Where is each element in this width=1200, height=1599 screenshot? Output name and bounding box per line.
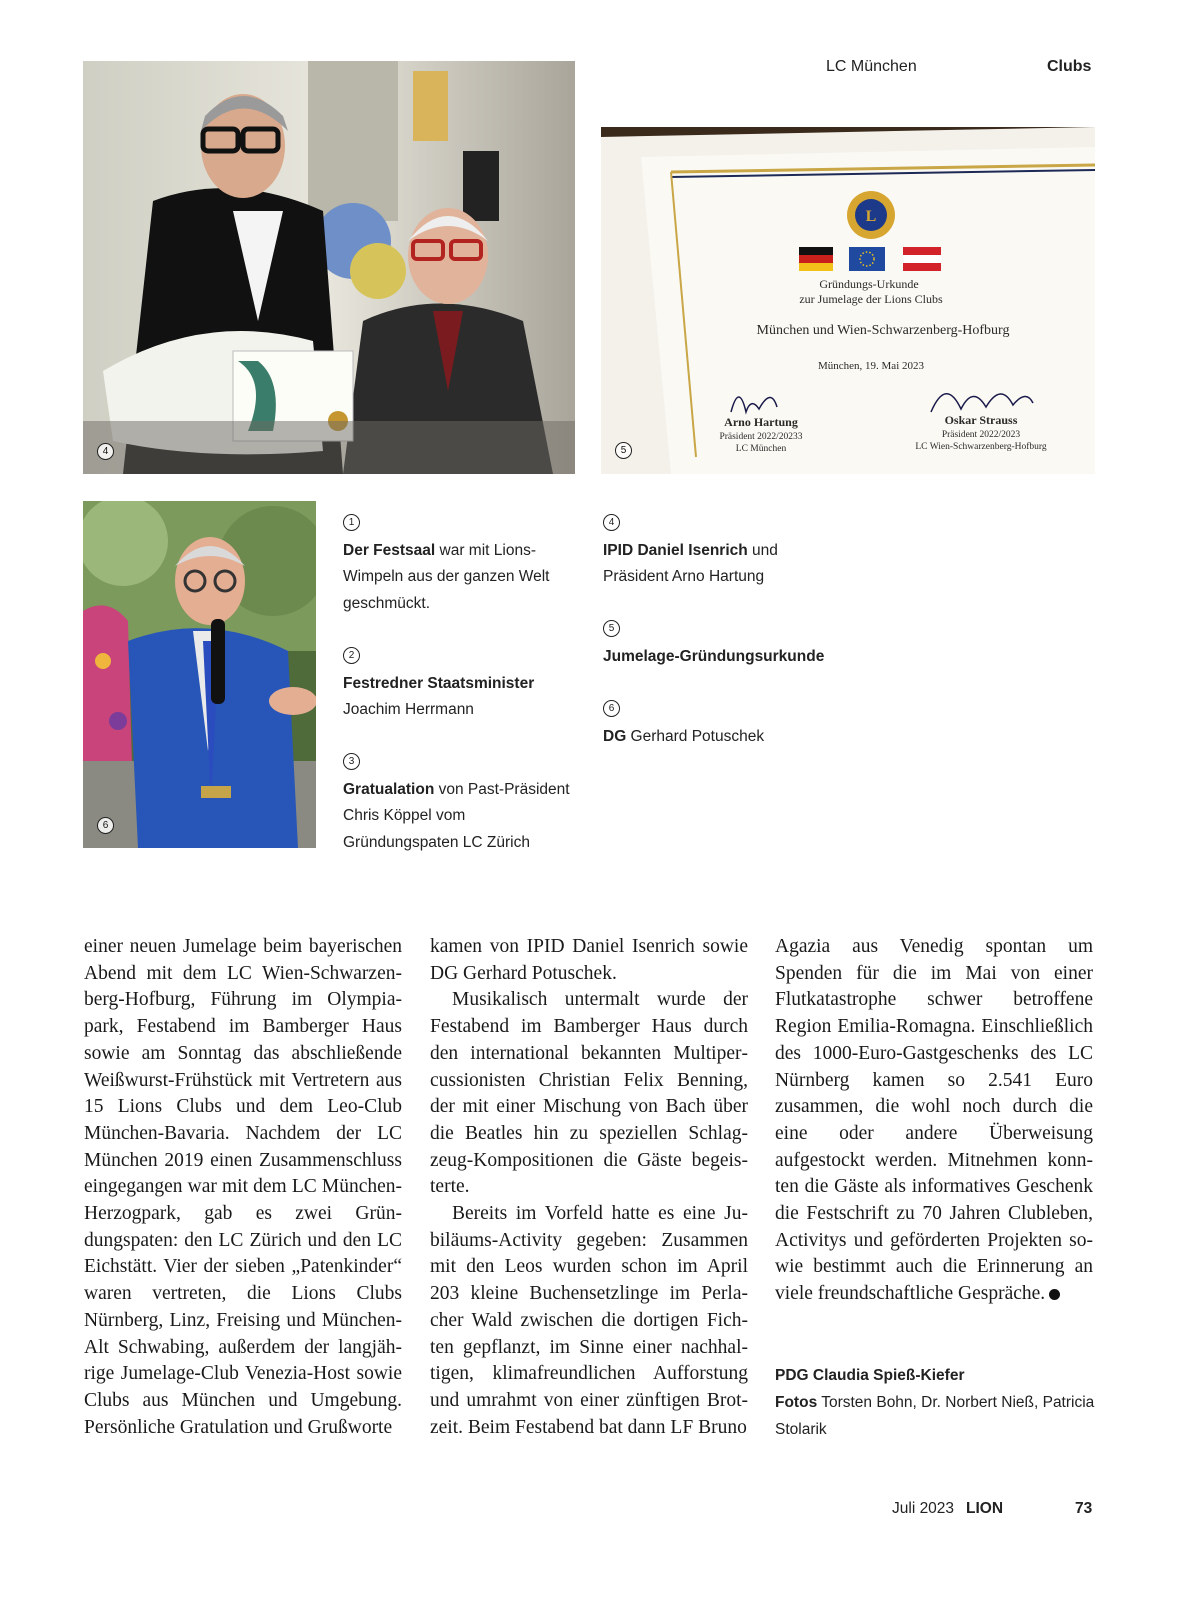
caption-6 (603, 697, 903, 750)
footer-magazine: LION (966, 1500, 1004, 1517)
photo-4-image (83, 61, 575, 474)
body-column-3 (775, 934, 1093, 1308)
caption-1-bold: Der Festsaal (343, 541, 436, 559)
caption-2-bold: Festredner Staatsminister (343, 674, 535, 692)
cert-sig-left-club: LC München (735, 444, 787, 454)
caption-5-number: 5 (603, 620, 620, 637)
caption-3 (343, 750, 583, 856)
caption-5 (603, 617, 903, 670)
caption-3-bold: Gratualation (343, 780, 435, 798)
photo-credits-label: Fotos (775, 1394, 818, 1411)
svg-text:L: L (865, 208, 877, 225)
page-number: 73 (1075, 1500, 1093, 1517)
footer-issue: Juli 2023 (892, 1500, 955, 1517)
photo-credits (775, 1389, 1105, 1443)
photo-6-image (83, 501, 316, 848)
photo-5-image (601, 127, 1095, 474)
author-name: PDG Claudia Spieß-Kiefer (775, 1367, 965, 1384)
body-column-2 (430, 934, 748, 1441)
caption-1-text: war mit Lions-Wimpeln aus der ganzen Welt geschmückt. (343, 541, 550, 612)
cert-sig-right-role: Präsident 2022/2023 (941, 430, 1021, 440)
body-col2-paragraph-3: Bereits im Vorfeld hatte es eine Jubiläums-Activity gegeben: Zusammen mit den Leos wurden schon im April 203 kleine Buchensetzlinge im Perlacher Wald zwischen die dortigen Fichten gepflanzt, im Sinne einer nachhaltigen, klimafreundlichen Aufforstung und umrahmt von einer zünftigen Brotzeit. Beim Festabend bat dann LF Bruno (430, 1203, 748, 1438)
cert-sig-right-name: Oskar Strauss (944, 413, 1018, 427)
caption-4-bold: IPID Daniel Isenrich (603, 541, 748, 559)
cert-sig-left-name: Arno Hartung (724, 415, 798, 429)
cert-sig-left-role: Präsident 2022/20233 (719, 432, 803, 442)
cert-date: München, 19. Mai 2023 (817, 360, 925, 372)
caption-1-number: 1 (343, 514, 360, 531)
caption-5-bold: Jumelage-Gründungsurkunde (603, 647, 825, 665)
cert-clubs: München und Wien-Schwarzenberg-Hofburg (756, 323, 1010, 338)
header-section: LC München (826, 58, 917, 75)
photo-5 (601, 127, 1095, 474)
caption-4-number: 4 (603, 514, 620, 531)
header-category: Clubs (1047, 58, 1092, 75)
article-end-icon (1049, 1289, 1060, 1300)
body-col3-text: Agazia aus Venedig spontan um Spenden für die im Mai von einer Flutkatastrophe schwer betroffene Region Emilia-Romagna. Einschließlich des 1000-Euro-Gastgeschenks des LC Nürnberg kamen so 2.541 Euro zusammen, die wohl noch durch die eine oder andere Überweisung aufgestockt werden. Mitnehmen konnten die Gäste als informatives Geschenk die Festschrift zu 70 Jahren Clubleben, Activitys und geförderten Projekten sowie bestimmt auch die Erinnerung an viele freundschaftliche Gespräche. (775, 936, 1093, 1305)
caption-6-number: 6 (603, 700, 620, 717)
photo-6-badge: 6 (97, 817, 114, 834)
body-col2-paragraph-1: kamen von IPID Daniel Isenrich sowie DG Gerhard Potuschek. (430, 936, 748, 984)
photo-4 (83, 61, 575, 474)
caption-2 (343, 644, 583, 724)
caption-4 (603, 511, 813, 591)
photo-6 (83, 501, 316, 848)
cert-sig-right-club: LC Wien-Schwarzenberg-Hofburg (915, 442, 1047, 452)
caption-3-number: 3 (343, 753, 360, 770)
cert-title-line2: zur Jumelage der Lions Clubs (799, 292, 943, 306)
caption-6-text: Gerhard Potuschek (626, 727, 765, 745)
body-column-1 (84, 934, 402, 1441)
caption-2-number: 2 (343, 647, 360, 664)
caption-1 (343, 511, 583, 617)
body-col1-paragraph: einer neuen Jumelage beim bayerischen Abend mit dem LC Wien-Schwarzenberg-Hofburg, Führung im Olympiapark, Festabend im Bamberger Haus sowie am Sonntag das abschließende Weißwurst-Frühstück mit Vertretern aus 15 Lions Clubs und dem Leo-Club München-Bavaria. Nachdem der LC München 2019 einen Zusammenschluss eingegangen war mit dem LC München-Herzogpark, gab es zwei Gründungspaten: den LC Zürich und den LC Eichstätt. Vier der sieben „Patenkinder“ waren vertreten, die Lions Clubs Nürnberg, Linz, Freising und München-Alt Schwabing, außerdem der langjährige Jumelage-Club Venezia-Host sowie Clubs aus München und Umgebung. Persönliche Gratulation und Grußworte (84, 936, 402, 1438)
photo-credits-names: Torsten Bohn, Dr. Norbert Nieß, Patricia Stolarik (775, 1394, 1095, 1438)
caption-2-text: Joachim Herrmann (343, 701, 474, 718)
photo-4-badge: 4 (97, 443, 114, 460)
caption-4-text: und Präsident Arno Hartung (603, 541, 778, 585)
body-col2-paragraph-2: Musikalisch untermalt wurde der Festabend im Bamberger Haus durch den international bekannten Multipercussionisten Christian Felix Benning, der mit einer Mischung von Bach über die Beatles hin zu speziellen Schlagzeug-Kompositionen die Gäste begeisterte. (430, 989, 748, 1198)
caption-6-bold: DG (603, 727, 627, 745)
cert-title-line1: Gründungs-Urkunde (819, 277, 919, 291)
body-col3-paragraph (775, 934, 1093, 1308)
caption-3-text: von Past-Präsident Chris Köppel vom Gründungspaten LC Zürich (343, 780, 570, 851)
photo-5-badge: 5 (615, 442, 632, 459)
credits (775, 1362, 1105, 1443)
